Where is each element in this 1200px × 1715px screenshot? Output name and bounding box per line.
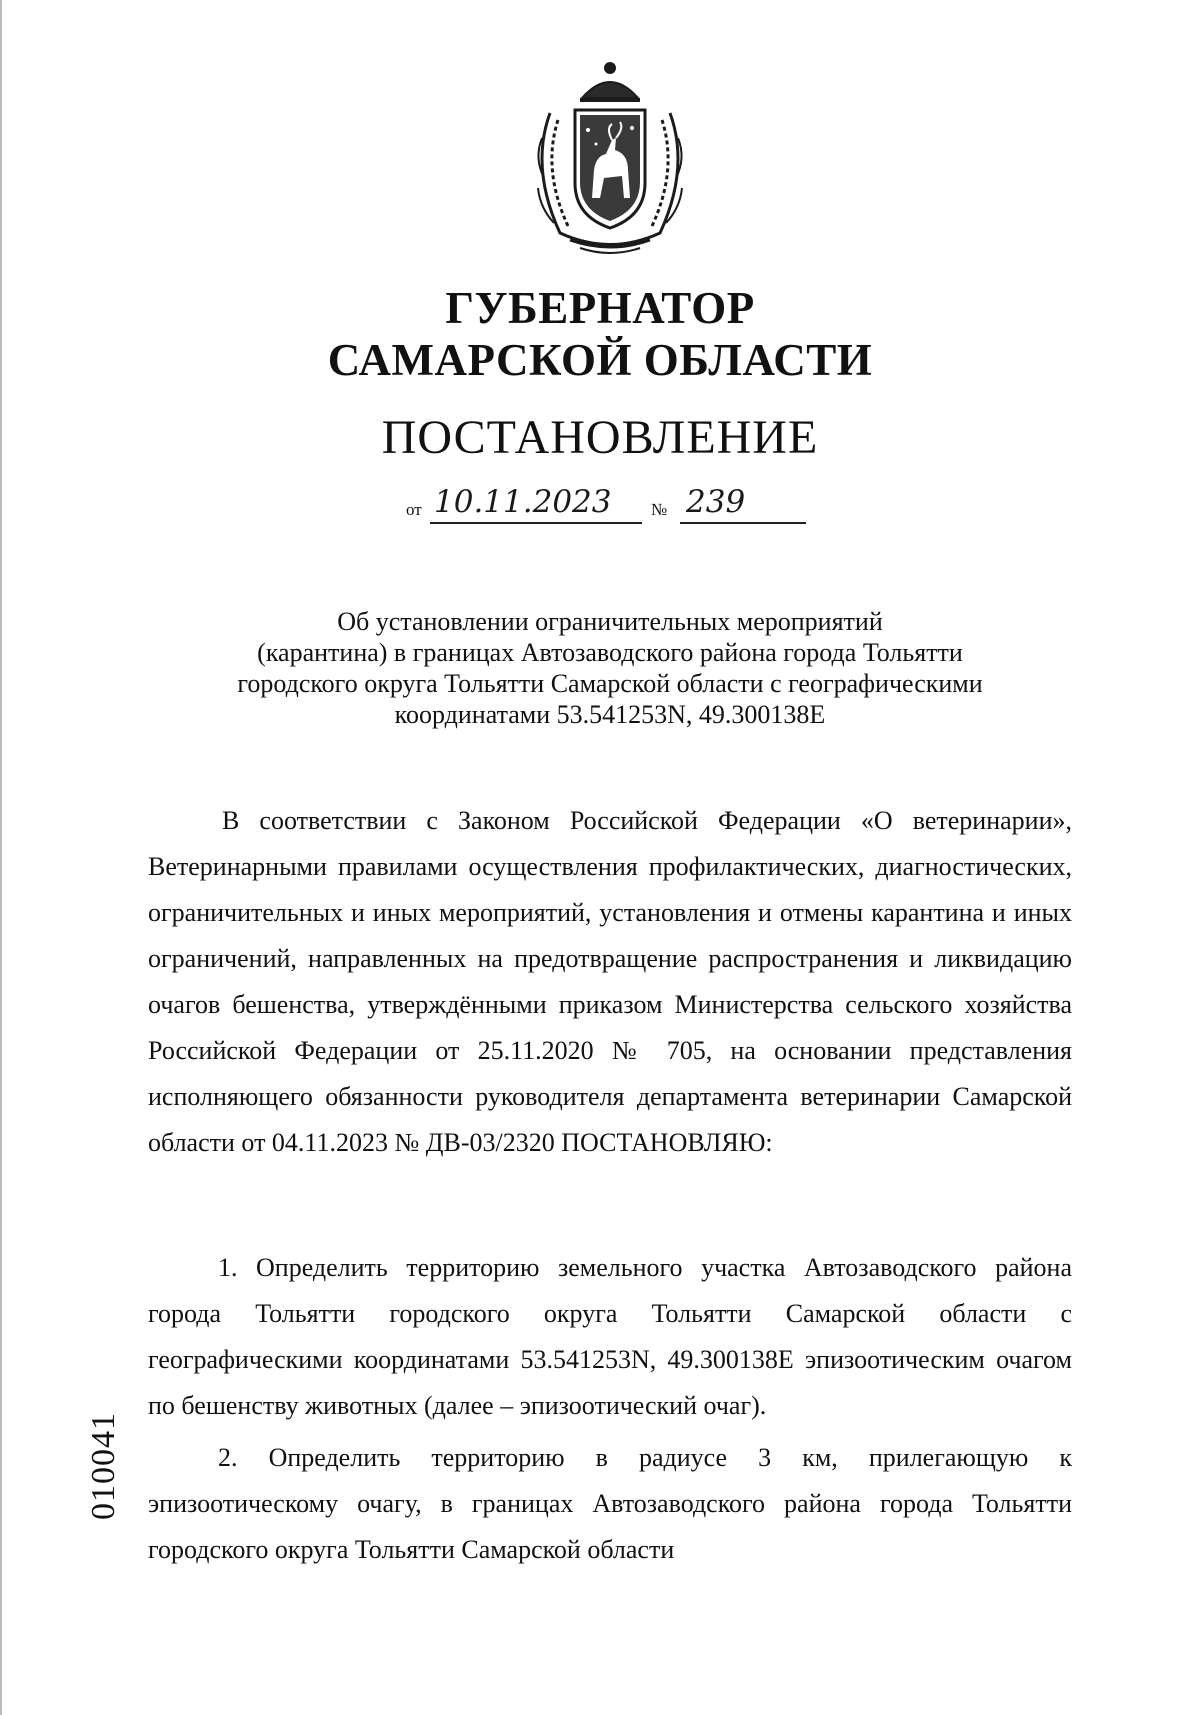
subject-line: координатами 53.541253N, 49.300138E [394, 700, 826, 729]
number-underline [680, 522, 806, 524]
org-title-line2: САМАРСКОЙ ОБЛАСТИ [327, 335, 873, 385]
clause-2-paragraph: 2. Определить территорию в радиусе 3 км, прилегающую к эпизоотическому очагу, в границах Автозаводского района города Тольятти городского округа Тольятти Самарской области [148, 1443, 1072, 1564]
preamble-paragraph: В соответствии с Законом Российской Федерации «О ветеринарии», Ветеринарными правилами осуществления профилактических, диагностических, ограничительных и иных мероприятий, установления и отмены карантина и иных ограничений, направленных на предотвращение распространения и ликвидацию очагов бешенства, утверждёнными приказом Министерства сельского хозяйства Российской Федерации от 25.11.2020 № 705, на основании представления исполняющего обязанности руководителя департамента ветеринарии Самарской области от 04.11.2023 № ДВ-03/2320 ПОСТАНОВЛЯЮ: [148, 806, 1072, 1157]
document-subject [160, 606, 1060, 730]
date-underline [430, 522, 642, 524]
coat-of-arms-emblem [520, 58, 700, 258]
document-type: ПОСТАНОВЛЕНИЕ [381, 411, 819, 464]
subject-line: Об установлении ограничительных мероприятий [337, 607, 883, 636]
document-number: 239 [686, 484, 746, 520]
margin-serial-code: 010041 [85, 1412, 122, 1520]
org-title-line1: ГУБЕРНАТОР [445, 283, 755, 333]
from-label: от [406, 500, 422, 519]
document-date: 10.11.2023 [434, 484, 612, 520]
number-label: № [651, 500, 668, 519]
scan-edge [0, 0, 2, 1715]
subject-line: городского округа Тольятти Самарской области с географическими [237, 669, 983, 698]
subject-line: (карантина) в границах Автозаводского района города Тольятти [257, 638, 963, 667]
clause-1-paragraph: 1. Определить территорию земельного участка Автозаводского района города Тольятти городского округа Тольятти Самарской области с географическими координатами 53.541253N, 49.300138E эпизоотическим очагом по бешенству животных (далее – эпизоотический очаг). [148, 1253, 1072, 1420]
date-number-line [406, 484, 806, 524]
